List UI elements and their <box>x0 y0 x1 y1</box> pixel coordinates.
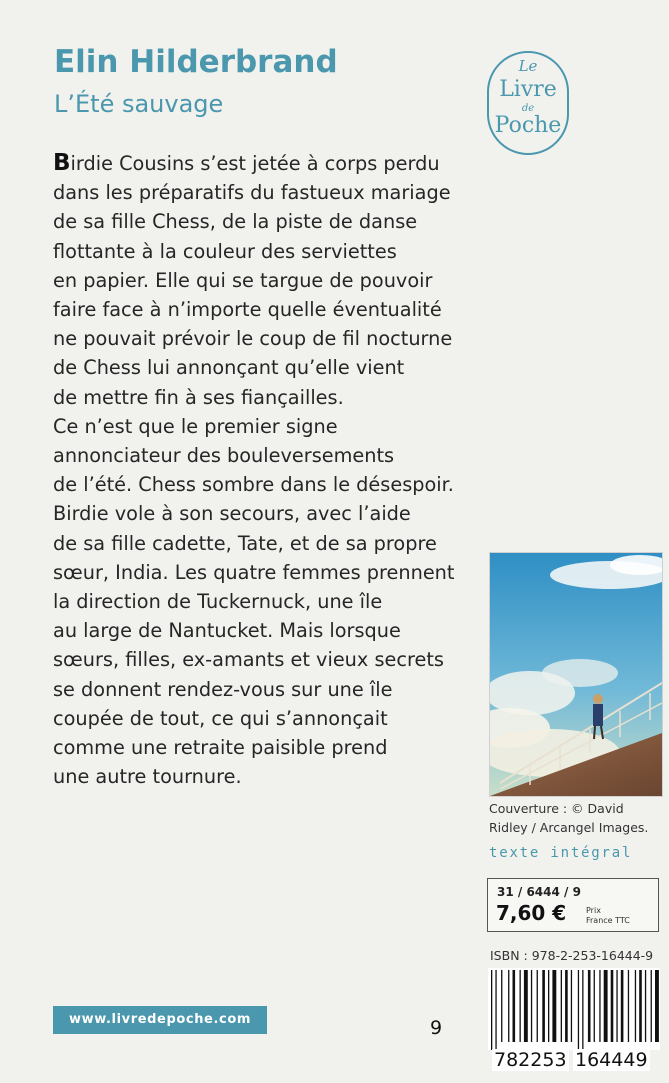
barcode-bar <box>599 970 600 1042</box>
price-box <box>487 878 659 932</box>
barcode-bar <box>571 970 572 1042</box>
blurb-line: sœur, India. Les quatre femmes prennent <box>53 560 455 584</box>
barcode-bar <box>628 970 629 1042</box>
cover-photo-illustration <box>490 553 662 796</box>
barcode-bar <box>531 970 532 1042</box>
blurb-line: sœurs, filles, ex-amants et vieux secrets <box>53 648 444 672</box>
blurb-line: dans les préparatifs du fastueux mariage <box>53 181 451 205</box>
barcode-bar <box>639 970 642 1042</box>
logo-poche: Poche <box>494 113 562 138</box>
barcode-group-2: 164449 <box>575 1049 648 1071</box>
barcode-bar <box>621 970 624 1042</box>
blurb-line: flottante à la couleur des serviettes <box>53 239 397 263</box>
barcode-bar <box>616 970 617 1042</box>
blurb-line: de Chess lui annonçant qu’elle vient <box>53 356 405 380</box>
barcode-bar <box>655 970 659 1042</box>
barcode-bar <box>548 970 549 1042</box>
barcode-bar <box>491 970 492 1050</box>
blurb-line: en papier. Elle qui se targue de pouvoir <box>53 268 433 292</box>
logo-le: Le <box>518 57 538 75</box>
blurb-line: ne pouvait prévoir le coup de fil nocturne <box>53 327 453 351</box>
barcode-bar <box>582 970 583 1050</box>
blurb-line: se donnent rendez-vous sur une île <box>53 677 393 701</box>
barcode-bar <box>552 970 556 1042</box>
barcode-bar <box>524 970 528 1042</box>
barcode <box>488 968 660 1050</box>
blurb-line: de l’été. Chess sombre dans le désespoir. <box>53 473 454 497</box>
barcode-bar <box>604 970 608 1042</box>
barcode-bar <box>645 970 646 1042</box>
cover-credit <box>489 799 648 837</box>
blurb-line: au large de Nantucket. Mais lorsque <box>53 619 401 643</box>
blurb-line: Birdie Cousins s’est jetée à corps perdu <box>53 150 440 176</box>
blurb-line: comme une retraite paisible prend <box>53 736 388 760</box>
barcode-bar <box>495 970 496 1050</box>
blurb-line: de mettre fin à ses fiançailles. <box>53 385 344 409</box>
barcode-group-1: 782253 <box>494 1049 567 1071</box>
barcode-bars <box>488 968 660 1050</box>
barcode-bar <box>537 970 538 1042</box>
texte-integral-label: texte intégral <box>489 845 633 861</box>
blurb-line: une autre tournure. <box>53 765 242 789</box>
barcode-bar <box>578 970 579 1050</box>
isbn: ISBN : 978-2-253-16444-9 <box>490 948 654 963</box>
barcode-digits <box>430 1017 449 1039</box>
barcode-bar <box>594 970 595 1042</box>
blurb-line: de sa fille cadette, Tate, et de sa propre <box>53 531 437 555</box>
blurb-line: la direction de Tuckernuck, une île <box>53 590 383 614</box>
barcode-bar <box>508 970 509 1042</box>
cover-credit-line: Couverture : © David <box>489 801 624 816</box>
barcode-bar <box>651 970 652 1042</box>
catalog-code: 31 / 6444 / 9 <box>497 885 581 899</box>
barcode-lead-digit: 9 <box>430 1017 443 1039</box>
livre-de-poche-logo <box>487 51 569 155</box>
logo-livre: Livre <box>499 77 557 102</box>
drop-cap: B <box>53 150 71 176</box>
barcode-bar <box>635 970 636 1042</box>
barcode-bar <box>565 970 568 1042</box>
logo-de: de <box>521 103 535 114</box>
barcode-bar <box>542 970 545 1042</box>
barcode-bar <box>520 970 521 1042</box>
price-label: Prix France TTC <box>586 906 630 925</box>
cover-credit-line: Ridley / Arcangel Images. <box>489 820 649 835</box>
blurb-line: de sa fille Chess, de la piste de danse <box>53 210 418 234</box>
blurb-line: annonciateur des bouleversements <box>53 444 395 468</box>
barcode-bar <box>611 970 614 1042</box>
barcode-bar <box>501 970 502 1042</box>
barcode-bar <box>588 970 591 1042</box>
blurb-line: faire face à n’importe quelle éventualité <box>53 298 442 322</box>
price: 7,60 € <box>496 901 567 925</box>
blurb-line: Ce n’est que le premier signe <box>53 414 338 438</box>
barcode-bar <box>513 970 516 1042</box>
cover-photo <box>489 552 663 797</box>
barcode-bar <box>561 970 562 1042</box>
book-title: L’Été sauvage <box>54 90 224 118</box>
blurb-line: Birdie vole à son secours, avec l’aide <box>53 502 411 526</box>
blurb-line: coupée de tout, ce qui s’annonçait <box>53 706 388 730</box>
author-name: Elin Hilderbrand <box>54 44 338 80</box>
blurb-text <box>53 149 473 791</box>
website-link[interactable]: www.livredepoche.com <box>53 1006 267 1034</box>
